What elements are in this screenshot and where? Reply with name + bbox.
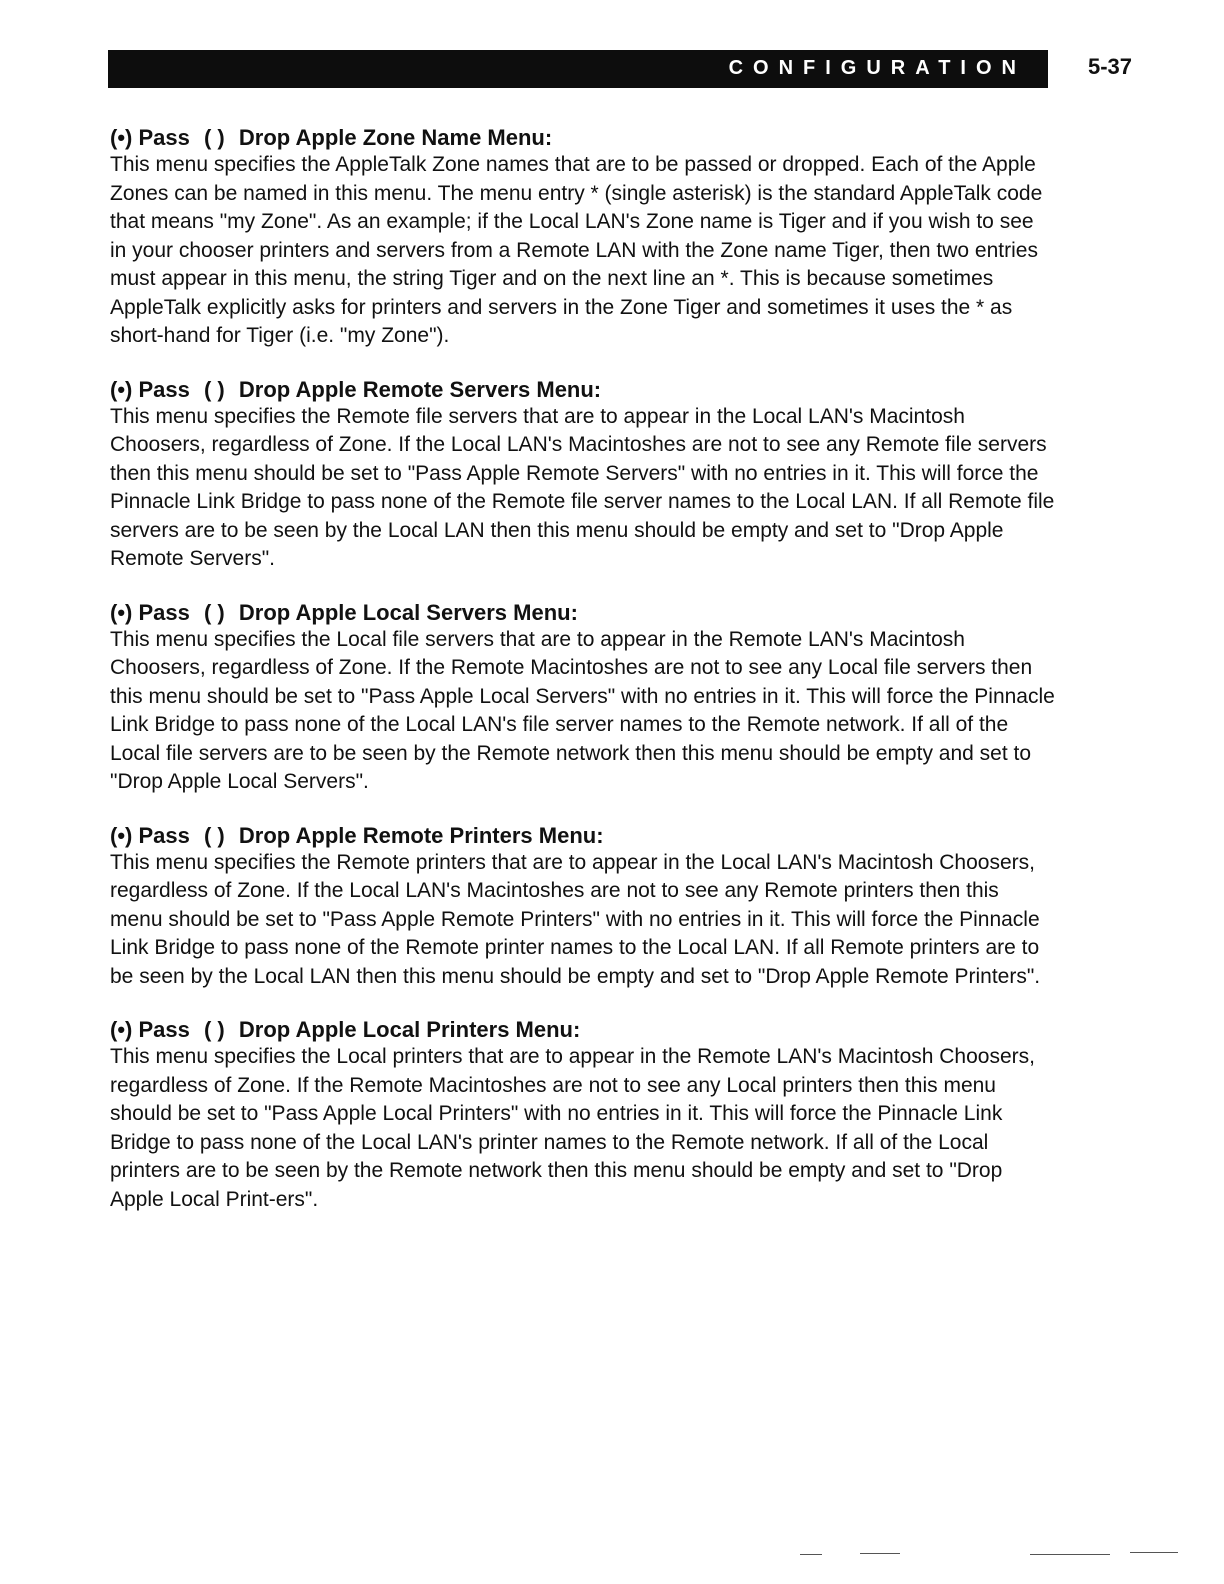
scan-mark: [1130, 1552, 1178, 1553]
menu-title: Drop Apple Zone Name Menu:: [238, 125, 553, 150]
menu-title: Drop Apple Local Printers Menu:: [238, 1017, 581, 1042]
scan-mark: [1030, 1554, 1110, 1555]
section-body-text: This menu specifies the Remote printers that are to appear in the Local LAN's Macintosh Choosers, regardless of Zone. If the Local LAN's Macintoshes are not to see any Remote printers then this menu should be set to "Pass Apple Remote Printers" with no entries in it. This will force the Pinnacle Link Bridge to pass none of the Remote printer names to the Local LAN. If all Remote printers are to be seen by the Local LAN then this menu should be empty and set to "Drop Apple Remote Printers".: [110, 850, 1041, 988]
pass-option-selected: (•) Pass: [110, 125, 190, 150]
drop-option-unselected: ( ): [203, 1017, 225, 1042]
section-heading: [110, 600, 1055, 626]
menu-title: Drop Apple Remote Printers Menu:: [238, 822, 604, 848]
scan-footer-marks: [800, 1548, 1180, 1560]
page-number: 5-37: [1088, 54, 1133, 79]
drop-option-unselected: ( ): [203, 376, 225, 402]
drop-option-unselected: ( ): [203, 125, 225, 150]
pass-option-selected: (•) Pass: [110, 376, 190, 402]
section-local-printers-menu: [110, 1017, 1055, 1214]
section-heading: [110, 823, 1055, 849]
section-body-text: This menu specifies the AppleTalk Zone names that are to be passed or dropped. Each of the Apple Zones can be named in this menu. The menu entry * (single asterisk) is the standard AppleTalk code that means "my Zone". As an example; if the Local LAN's Zone name is Tiger and if you wish to see in your chooser printers and servers from a Remote LAN with the Zone name Tiger, then two entries must appear in this menu, the string Tiger and on the next line an *. This is because sometimes AppleTalk explicitly asks for printers and servers in the Zone Tiger and sometimes it uses the * as short-hand for Tiger (i.e. "my Zone").: [110, 153, 1043, 347]
drop-option-unselected: ( ): [203, 822, 225, 848]
scan-mark: [860, 1553, 900, 1554]
page-content: [110, 125, 1055, 1240]
section-local-servers-menu: [110, 600, 1055, 797]
menu-title: Drop Apple Remote Servers Menu:: [238, 376, 602, 402]
scan-mark: [800, 1554, 822, 1555]
drop-option-unselected: ( ): [203, 599, 225, 625]
section-body-text: This menu specifies the Remote file servers that are to appear in the Local LAN's Macintosh Choosers, regardless of Zone. If the Local LAN's Macintoshes are not to see any Remote file servers then this menu should be set to "Pass Apple Remote Servers" with no entries in it. This will force the Pinnacle Link Bridge to pass none of the Remote file server names to the Local LAN. If all Remote file servers are to be seen by the Local LAN then this menu should be empty and set to "Drop Apple Remote Servers".: [110, 404, 1055, 570]
pass-option-selected: (•) Pass: [110, 822, 190, 848]
section-remote-printers-menu: [110, 823, 1055, 992]
section-heading: [110, 1017, 1055, 1043]
chapter-title: CONFIGURATION: [728, 57, 1026, 79]
section-body-text: This menu specifies the Local file servers that are to appear in the Remote LAN's Macintosh Choosers, regardless of Zone. If the Remote Macintoshes are not to see any Local file servers then this menu should be set to "Pass Apple Local Servers" with no entries in it. This will force the Pinnacle Link Bridge to pass none of the Local LAN's file server names to the Remote network. If all of the Local file servers are to be seen by the Remote network then this menu should be empty and set to "Drop Apple Local Servers".: [110, 627, 1055, 793]
section-body-text: This menu specifies the Local printers that are to appear in the Remote LAN's Macintosh Choosers, regardless of Zone. If the Remote Macintoshes are not to see any Local printers then this menu should be set to "Pass Apple Local Printers" with no entries in it. This will force the Pinnacle Link Bridge to pass none of the Local LAN's printer names to the Remote network. If all of the Local printers are to be seen by the Remote network then this menu should be empty and set to "Drop Apple Local Print-ers".: [110, 1045, 1035, 1211]
section-heading: [110, 125, 1055, 151]
section-zone-name-menu: [110, 125, 1055, 351]
pass-option-selected: (•) Pass: [110, 599, 190, 625]
chapter-header-bar: [108, 50, 1048, 88]
section-remote-servers-menu: [110, 377, 1055, 574]
section-heading: [110, 377, 1055, 403]
pass-option-selected: (•) Pass: [110, 1017, 190, 1042]
menu-title: Drop Apple Local Servers Menu:: [238, 599, 578, 625]
